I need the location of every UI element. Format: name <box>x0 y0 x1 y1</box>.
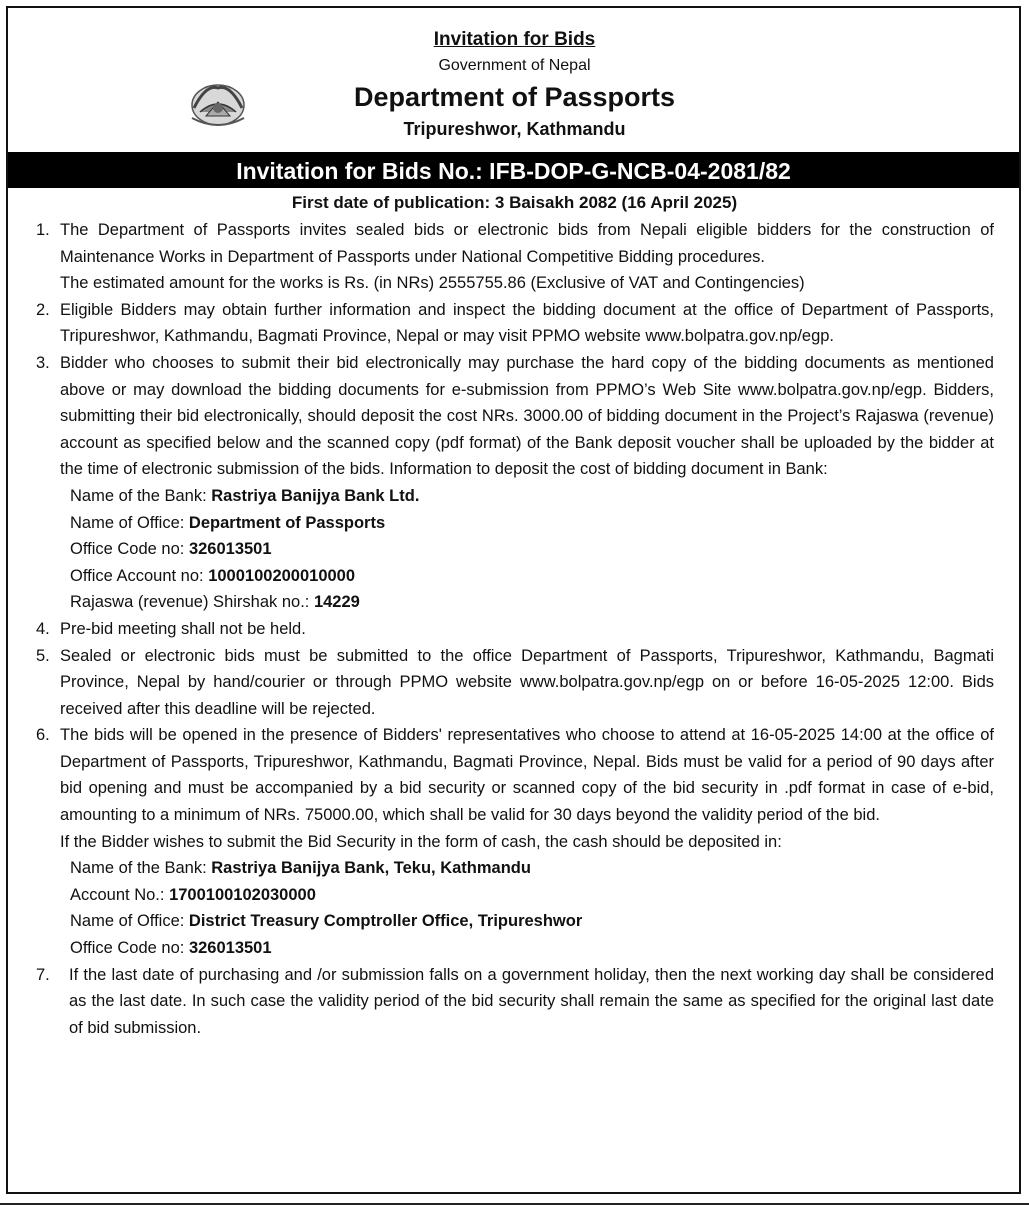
list-item <box>26 350 994 616</box>
detail-value: Rastriya Banijya Bank, Teku, Kathmandu <box>211 859 531 878</box>
detail-label: Office Code no: <box>70 540 189 559</box>
detail-value: 1700100102030000 <box>169 885 316 904</box>
detail-label: Rajaswa (revenue) Shirshak no.: <box>70 593 314 612</box>
list-item <box>26 616 994 643</box>
cash-deposit-note: If the Bidder wishes to submit the Bid Security in the form of cash, the cash should be deposited in: <box>60 832 782 851</box>
item-text: If the last date of purchasing and /or submission falls on a government holiday, then the next working day shall be considered as the last date. In such case the validity period of the bid security shall remain the same as specified for the original last date of bid submission. <box>69 965 994 1037</box>
item-number: 2. <box>36 300 50 319</box>
estimated-amount: The estimated amount for the works is Rs. (in NRs) 2555755.86 (Exclusive of VAT and Contingencies) <box>60 274 805 293</box>
item-text: Sealed or electronic bids must be submitted to the office Department of Passports, Tripureshwor, Kathmandu, Bagmati Province, Nepal by hand/courier or through PPMO website www.bolpatra.gov.np/egp on or before 16-05-2025 12:00. Bids received after this deadline will be rejected. <box>60 646 994 718</box>
list-item <box>26 962 994 1042</box>
detail-label: Office Code no: <box>70 939 189 958</box>
bottom-rule <box>0 1203 1029 1205</box>
detail-value: 326013501 <box>188 939 272 958</box>
bank-detail-line <box>60 855 994 882</box>
detail-label: Name of Office: <box>70 513 189 532</box>
item-number: 6. <box>36 726 50 745</box>
item-text: Bidder who chooses to submit their bid electronically may purchase the hard copy of the bidding documents as mentioned above or may download the bidding documents for e-submission from PPMO’s Web Site www.bolpatra.gov.np/egp. Bidders, submitting their bid electronically, should deposit the cost NRs. 3000.00 of bidding document in the Project’s Rajaswa (revenue) account as specified below and the scanned copy (pdf format) of the Bank deposit voucher shall be uploaded by the bidder at the time of electronic submission of the bids. Information to deposit the cost of bidding document in Bank: <box>60 353 994 479</box>
detail-label: Name of Office: <box>70 912 189 931</box>
bank-detail-line <box>60 908 994 935</box>
bank-detail-line <box>60 882 994 909</box>
item-number: 4. <box>36 619 50 638</box>
bank-detail-line <box>60 563 994 590</box>
notice-title: Invitation for Bids <box>433 29 596 50</box>
item-number: 1. <box>36 221 50 239</box>
item-number: 7. <box>36 965 50 984</box>
publication-date: First date of publication: 3 Baisakh 2082 (16 April 2025) <box>291 193 738 212</box>
list-item <box>26 297 994 350</box>
list-item <box>26 643 994 723</box>
government-name: Government of Nepal <box>438 57 591 74</box>
item-number: 5. <box>36 646 50 665</box>
detail-value: Department of Passports <box>188 513 386 532</box>
notice-body <box>26 217 994 1041</box>
item-text: The bids will be opened in the presence of Bidders' representatives who choose to attend at 16-05-2025 14:00 at the office of Department of Passports, Tripureshwor, Kathmandu, Bagmati Province, Nepal. Bids must be valid for a period of 90 days after bid opening and must be accompanied by a bid security or scanned copy of the bid security in .pdf format in case of e-bid, amounting to a minimum of NRs. 75000.00, which shall be valid for 30 days beyond the validity period of the bid. <box>60 726 994 825</box>
list-item <box>26 217 994 297</box>
ifb-number-banner: Invitation for Bids No.: IFB-DOP-G-NCB-04-2081/82 <box>8 152 1019 188</box>
department-location: Tripureshwor, Kathmandu <box>403 119 626 139</box>
bank-detail-line <box>60 536 994 563</box>
detail-label: Name of the Bank: <box>70 486 212 505</box>
item-text: The Department of Passports invites sealed bids or electronic bids from Nepali eligible bidders for the construction of Maintenance Works in Department of Passports under National Competitive Bidding procedures. <box>60 221 994 266</box>
detail-value: District Treasury Comptroller Office, Tripureshwor <box>188 912 583 931</box>
bank-detail-line <box>60 510 994 537</box>
item-text: Eligible Bidders may obtain further information and inspect the bidding document at the office of Department of Passports, Tripureshwor, Kathmandu, Bagmati Province, Nepal or may visit PPMO website www.bolpatra.gov.np/egp. <box>60 300 994 346</box>
detail-value: 1000100200010000 <box>208 566 356 585</box>
item-number: 3. <box>36 353 50 372</box>
department-name: Department of Passports <box>353 82 676 112</box>
detail-label: Name of the Bank: <box>70 859 212 878</box>
detail-value: 326013501 <box>188 540 272 559</box>
detail-value: 14229 <box>313 593 360 612</box>
bank-detail-line <box>60 589 994 616</box>
list-item <box>26 722 994 961</box>
bank-detail-line <box>60 483 994 510</box>
detail-label: Office Account no: <box>70 566 209 585</box>
item-text: Pre-bid meeting shall not be held. <box>60 619 306 638</box>
bank-detail-line <box>60 935 994 962</box>
detail-value: Rastriya Banijya Bank Ltd. <box>211 486 420 505</box>
detail-label: Account No.: <box>70 885 170 904</box>
notice-header <box>0 26 1029 142</box>
